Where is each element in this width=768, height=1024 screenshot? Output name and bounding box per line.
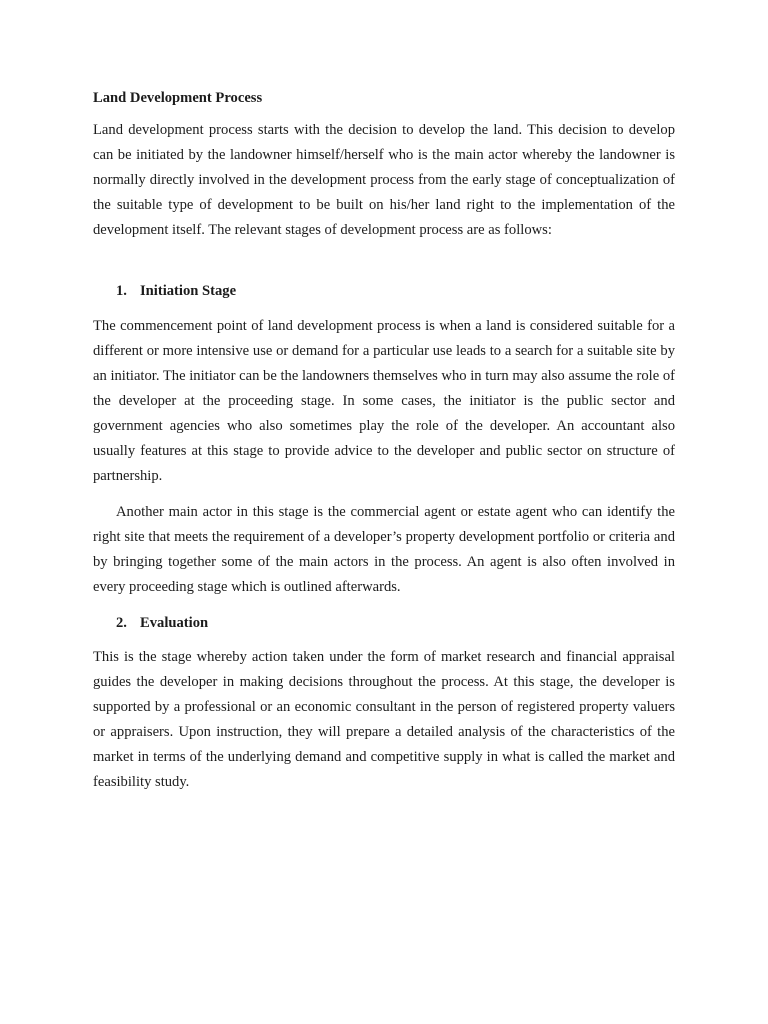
evaluation-paragraph-1: This is the stage whereby action taken under the form of market research and financial appraisal guides the developer in making decisions throughout the process. At this stage, the developer is supported by a professional or an economic consultant in the person of registered property valuers or appraisers. Upon instruction, they will prepare a detailed analysis of the characteristics of the market in terms of the underlying demand and competitive supply in what is called the market and feasibility study. <box>93 649 675 790</box>
section-number: 2. <box>116 615 127 631</box>
section-number: 1. <box>116 283 127 299</box>
intro-paragraph: Land development process starts with the decision to develop the land. This decision to develop can be initiated by the landowner himself/herself who is the main actor whereby the landowner is normally directly involved in the development process from the early stage of conceptualization of the suitable type of development to be built on his/her land right to the implementation of the development itself. The relevant stages of development process are as follows: <box>93 122 675 238</box>
section-heading-evaluation <box>116 611 208 636</box>
page-title: Land Development Process <box>93 90 263 106</box>
initiation-paragraph-1: The commencement point of land development process is when a land is considered suitable for a different or more intensive use or demand for a particular use leads to a search for a suitable site by an initiator. The initiator can be the landowners themselves who in turn may also assume the role of the developer at the proceeding stage. In some cases, the initiator is the public sector and government agencies who also sometimes play the role of the developer. An accountant also usually features at this stage to provide advice to the developer and public sector on structure of partnership. <box>93 318 675 484</box>
section-heading-initiation <box>116 279 236 304</box>
initiation-paragraph-2: Another main actor in this stage is the commercial agent or estate agent who can identify the right site that meets the requirement of a developer’s property development portfolio or criteria and by bringing together some of the main actors in the process. An agent is also often involved in every proceeding stage which is outlined afterwards. <box>93 504 675 595</box>
section-heading-label: Evaluation <box>140 615 209 631</box>
section-heading-label: Initiation Stage <box>140 283 237 299</box>
